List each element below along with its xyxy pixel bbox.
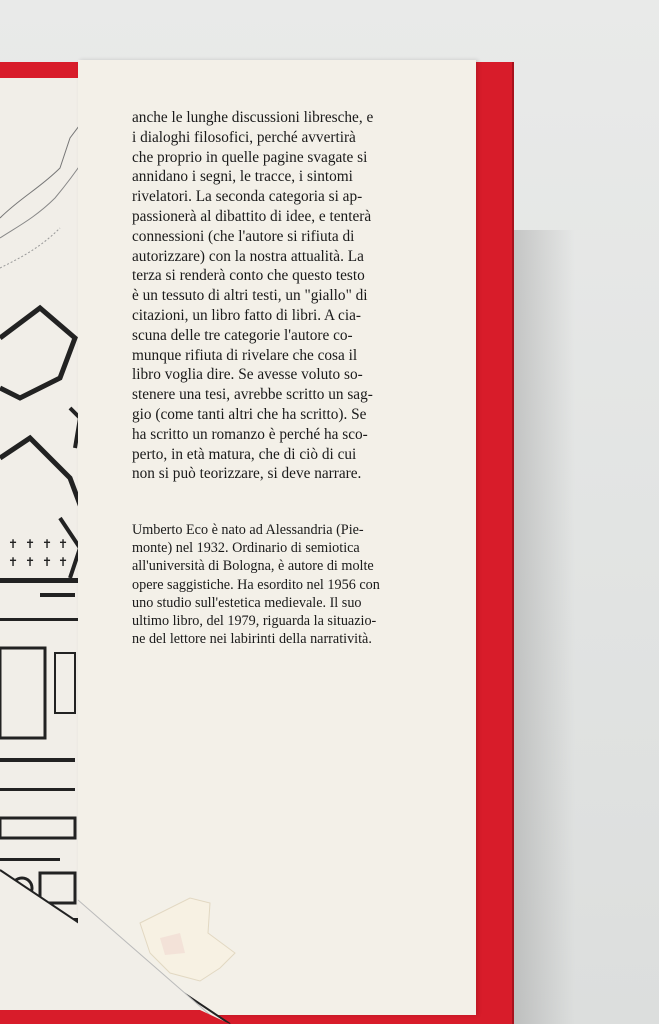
flap-line: rivelatori. La seconda categoria si ap- [132, 188, 363, 206]
bio-line: opere saggistiche. Ha esordito nel 1956 con [132, 576, 380, 593]
flap-line: munque rifiuta di rivelare che cosa il [132, 346, 358, 364]
bio-line: Umberto Eco è nato ad Alessandria (Pie- [132, 522, 364, 538]
flap-line: anche le lunghe discussioni libresche, e [132, 109, 374, 126]
price-sticker-remnant [130, 893, 240, 983]
flap-line: libro voglia dire. Se avesse voluto so- [132, 366, 363, 384]
flap-line: scuna delle tre categorie l'autore co- [132, 326, 353, 344]
flap-line: passionerà al dibattito di idee, e tenterà [132, 207, 372, 225]
svg-text:✝: ✝ [58, 555, 69, 569]
flap-line: annidano i segni, le tracce, i sintomi [132, 168, 353, 186]
bio-line: monte) nel 1932. Ordinario di semiotica [132, 540, 360, 557]
svg-text:✝: ✝ [8, 537, 19, 551]
svg-text:✝: ✝ [25, 555, 36, 569]
bio-line: all'università di Bologna, è autore di molte [132, 558, 374, 575]
flap-line: citazioni, un libro fatto di libri. A cia- [132, 306, 361, 324]
flap-line: stenere una tesi, avrebbe scritto un sag- [132, 386, 373, 404]
flap-line: perto, in età matura, che di ciò di cui [132, 445, 357, 463]
flap-line: è un tessuto di altri testi, un "giallo" di [132, 287, 368, 305]
svg-text:✝: ✝ [42, 555, 53, 569]
bio-line: uno studio sull'estetica medievale. Il suo [132, 594, 362, 611]
author-bio [132, 521, 428, 648]
bio-line: ultimo libro, del 1979, riguarda la situazio- [132, 613, 377, 630]
flap-line: non si può teorizzare, si deve narrare. [132, 465, 362, 483]
flap-line: ha scritto un romanzo è perché ha sco- [132, 425, 368, 443]
flap-line: gio (come tanti altri che ha scritto). Se [132, 405, 367, 423]
flap-description-text [132, 108, 428, 484]
flap-line: che proprio in quelle pagine svagate si [132, 148, 368, 166]
bio-line: ne del lettore nei labirinti della narratività. [132, 631, 372, 648]
flap-line: terza si renderà conto che questo testo [132, 267, 365, 285]
flap-line: autorizzare) con la nostra attualità. La [132, 247, 364, 265]
svg-text:✝: ✝ [8, 555, 19, 569]
map-endpaper [0, 78, 90, 1024]
svg-text:✝: ✝ [42, 537, 53, 551]
book-shadow [505, 230, 575, 1024]
flap-line: i dialoghi filosofici, perché avvertirà [132, 128, 356, 146]
flap-line: connessioni (che l'autore si rifiuta di [132, 227, 355, 245]
svg-text:✝: ✝ [58, 537, 69, 551]
svg-text:✝: ✝ [25, 537, 36, 551]
